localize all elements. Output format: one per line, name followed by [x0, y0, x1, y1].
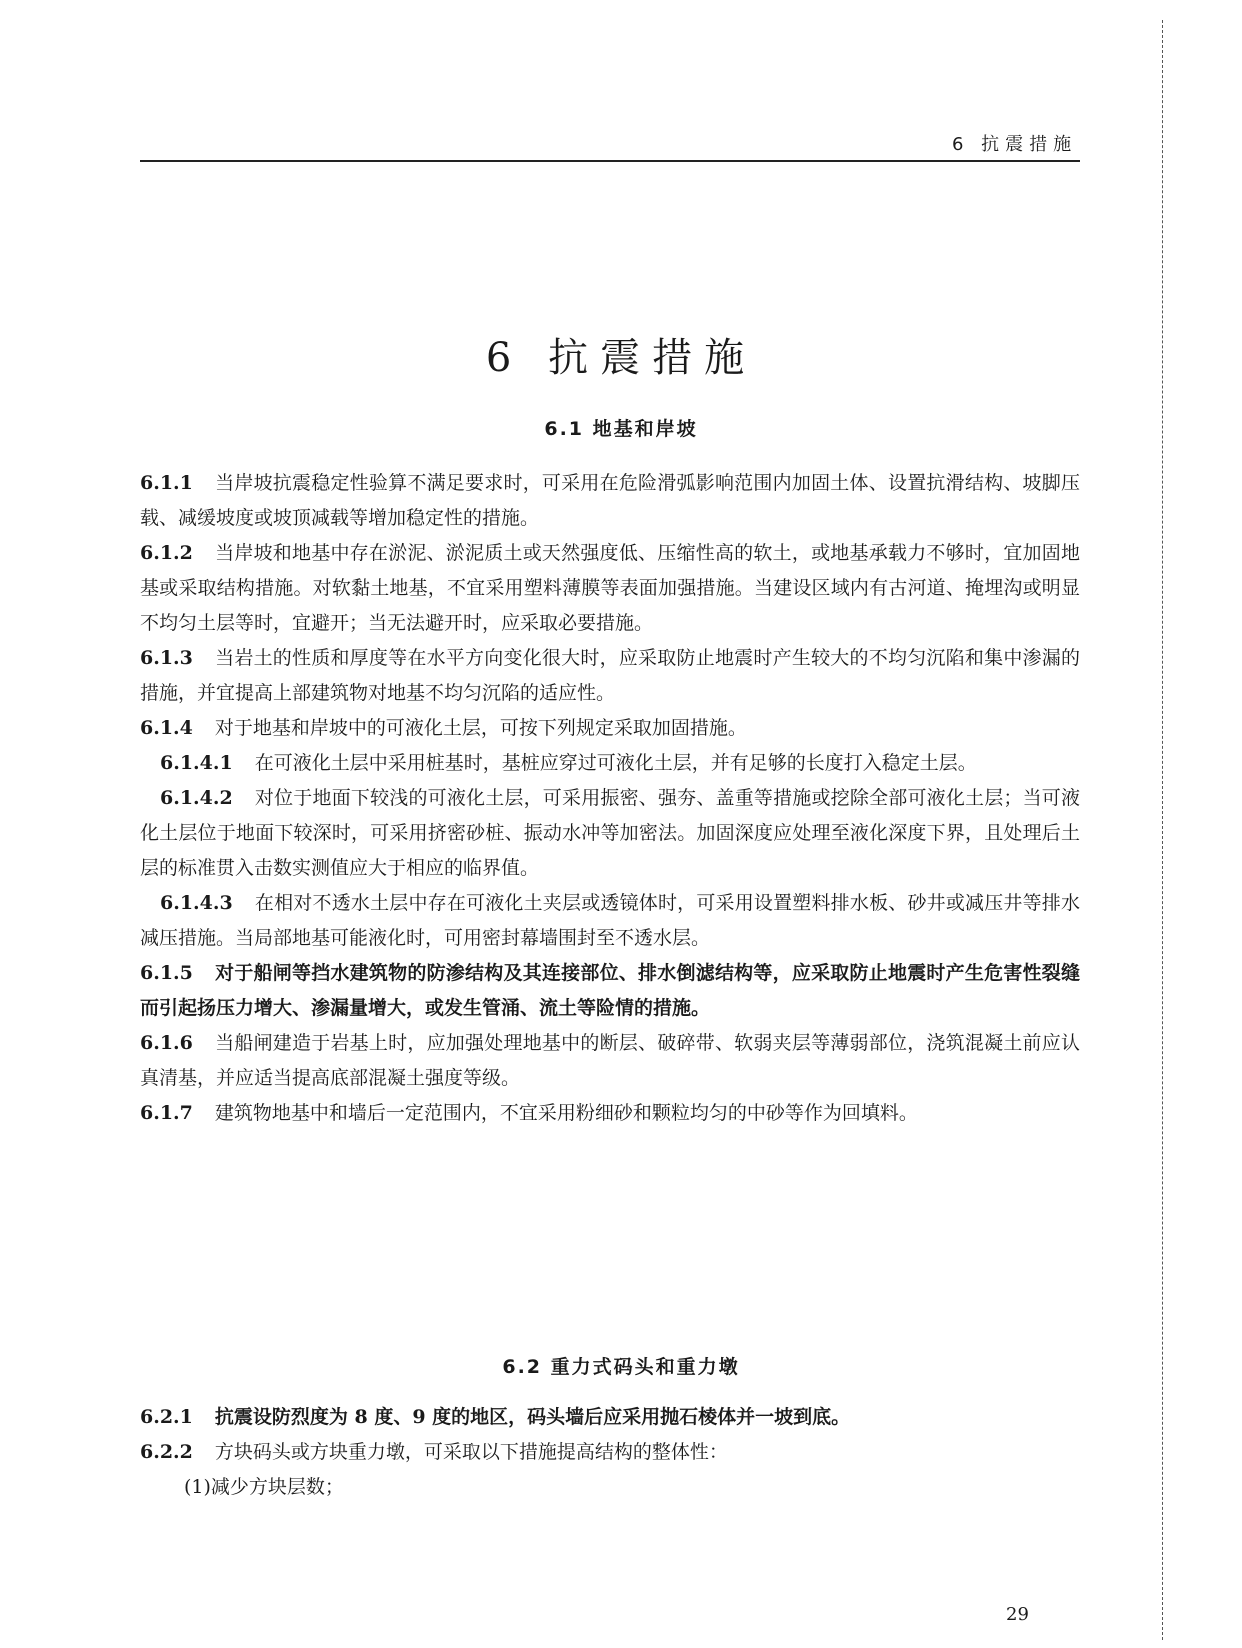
- clause-6-1-6: 6.1.6 当船闸建造于岩基上时，应加强处理地基中的断层、破碎带、软弱夹层等薄弱部位，浇筑混凝土前应认真清基，并应适当提高底部混凝土强度等级。: [140, 1032, 1080, 1089]
- clause-6-2-2: 6.2.2 方块码头或方块重力墩，可采取以下措施提高结构的整体性：: [140, 1441, 728, 1463]
- clause-6-1-4-3: 6.1.4.3 在相对不透水土层中存在可液化土夹层或透镜体时，可采用设置塑料排水板、砂井或减压井等排水减压措施。当局部地基可能液化时，可用密封幕墙围封至不透水层。: [140, 892, 1080, 949]
- page-number: 29: [1006, 1604, 1029, 1625]
- header-rule: [140, 160, 1080, 162]
- section-title-6-2: 6.2 重力式码头和重力墩: [502, 1356, 740, 1378]
- section-6-1-body: [140, 466, 1080, 1131]
- clause-6-1-1: 6.1.1 当岸坡抗震稳定性验算不满足要求时，可采用在危险滑弧影响范围内加固土体、设置抗滑结构、坡脚压载、减缓坡度或坡顶减载等增加稳定性的措施。: [140, 472, 1080, 529]
- clause-6-1-3: 6.1.3 当岩土的性质和厚度等在水平方向变化很大时，应采取防止地震时产生较大的不均匀沉陷和集中渗漏的措施，并宜提高上部建筑物对地基不均匀沉陷的适应性。: [140, 647, 1080, 704]
- section-title-6-1: 6.1 地基和岸坡: [544, 418, 698, 440]
- clause-6-2-1: 6.2.1 抗震设防烈度为 8 度、9 度的地区，码头墙后应采用抛石棱体并一坡到底。: [140, 1406, 851, 1428]
- section-6-2-body: [140, 1400, 1080, 1505]
- chapter-title: 6 抗震措施: [485, 335, 757, 381]
- running-header: 6 抗震措施: [952, 134, 1078, 155]
- clause-6-1-4-1: 6.1.4.1 在可液化土层中采用桩基时，基桩应穿过可液化土层，并有足够的长度打入稳定土层。: [160, 752, 977, 774]
- list-item: (1)减少方块层数；: [184, 1476, 344, 1498]
- clause-6-1-4: 6.1.4 对于地基和岸坡中的可液化土层，可按下列规定采取加固措施。: [140, 717, 747, 739]
- clause-6-1-5: 6.1.5 对于船闸等挡水建筑物的防渗结构及其连接部位、排水倒滤结构等，应采取防止地震时产生危害性裂缝而引起扬压力增大、渗漏量增大，或发生管涌、流土等险情的措施。: [140, 962, 1080, 1019]
- clause-6-1-7: 6.1.7 建筑物地基中和墙后一定范围内，不宜采用粉细砂和颗粒均匀的中砂等作为回填料。: [140, 1102, 918, 1124]
- clause-6-1-4-2: 6.1.4.2 对位于地面下较浅的可液化土层，可采用振密、强夯、盖重等措施或挖除全部可液化土层；当可液化土层位于地面下较深时，可采用挤密砂桩、振动水冲等加密法。加固深度应处理至液化深度下界，且处理后土层的标准贯入击数实测值应大于相应的临界值。: [140, 787, 1080, 879]
- clause-6-1-2: 6.1.2 当岸坡和地基中存在淤泥、淤泥质土或天然强度低、压缩性高的软土，或地基承载力不够时，宜加固地基或采取结构措施。对软黏土地基，不宜采用塑料薄膜等表面加强措施。当建设区域内有古河道、掩埋沟或明显不均匀土层等时，宜避开；当无法避开时，应采取必要措施。: [140, 542, 1080, 634]
- scan-edge-line: [1162, 20, 1163, 1640]
